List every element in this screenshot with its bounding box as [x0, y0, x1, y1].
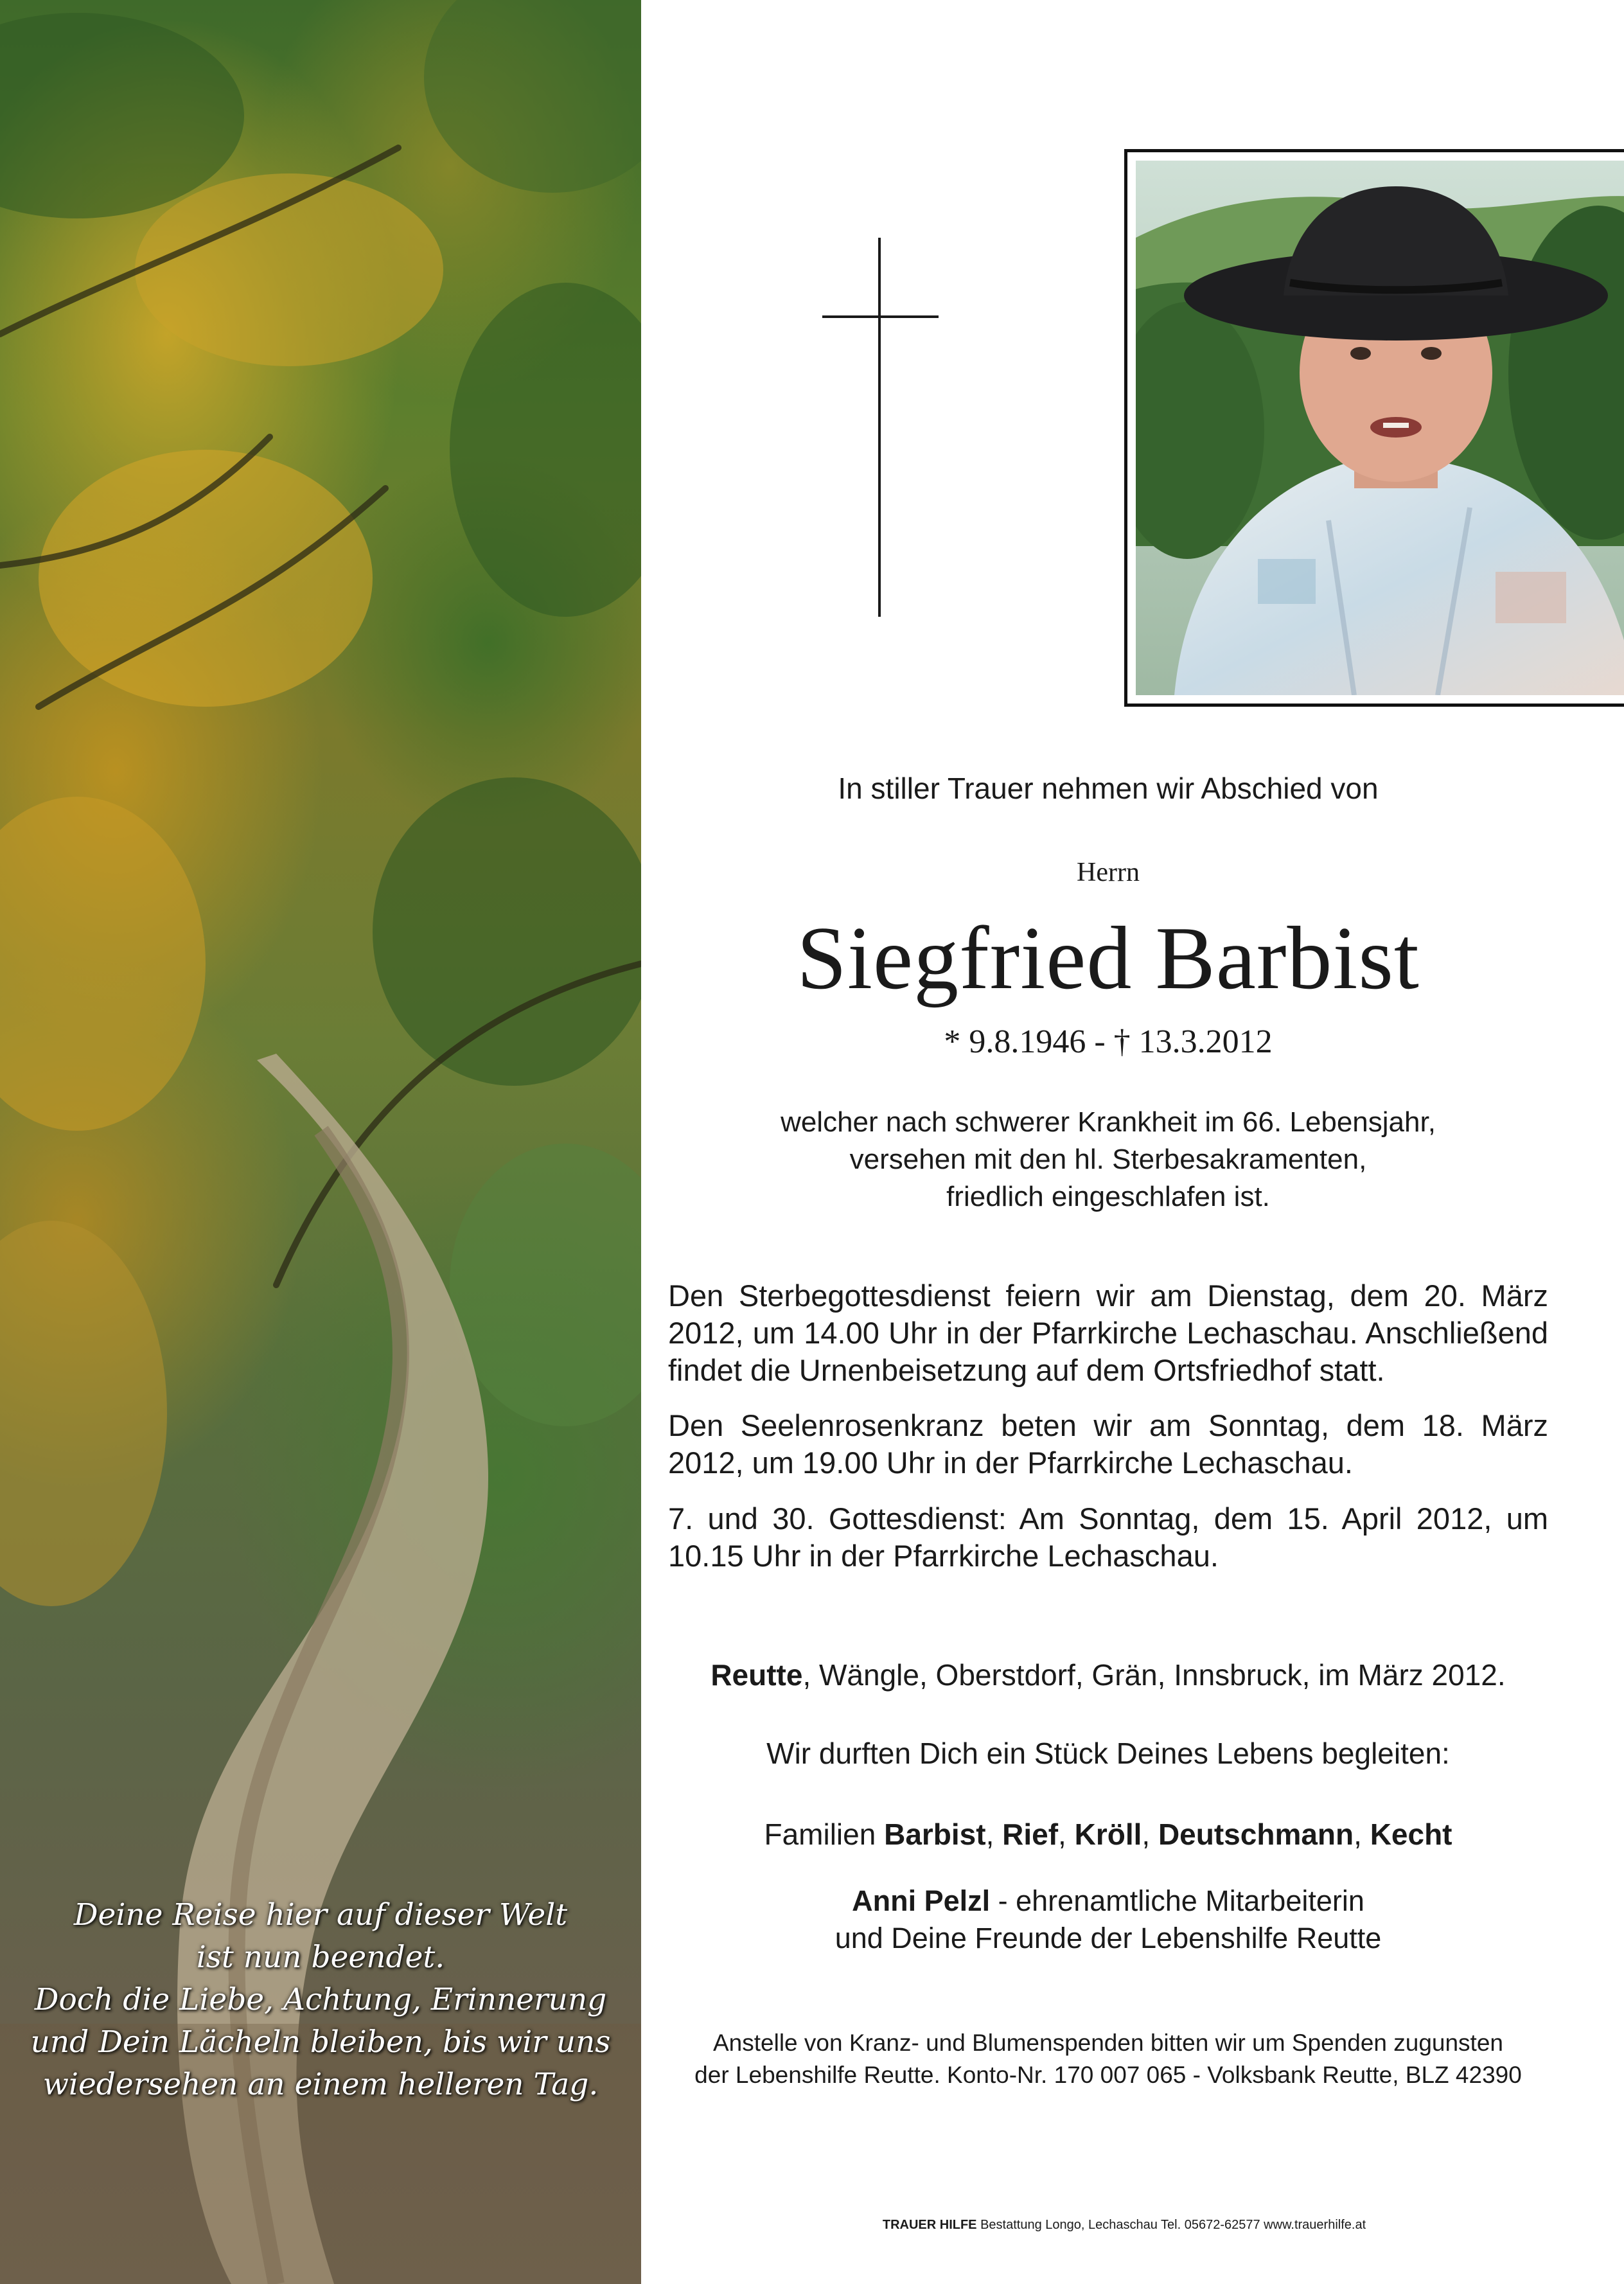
- poem-line: und Dein Lächeln bleiben, bis wir uns: [30, 2024, 611, 2060]
- footer-text: Bestattung Longo, Lechaschau Tel. 05672-62577 www.trauerhilfe.at: [976, 2218, 1366, 2232]
- poem-line: wiedersehen an einem helleren Tag.: [42, 2067, 599, 2102]
- family-name: Kröll: [1074, 1818, 1142, 1851]
- memorial-mass-text: 7. und 30. Gottesdienst: Am Sonntag, dem 15. April 2012, um 10.15 Uhr in der Pfarrkirche Lechaschau.: [668, 1501, 1548, 1573]
- intro-line: In stiller Trauer nehmen wir Abschied von: [838, 772, 1379, 805]
- poem-line: Deine Reise hier auf dieser Welt: [73, 1897, 568, 1933]
- forest-path-photo: [0, 0, 641, 2284]
- places-rest: , Wängle, Oberstdorf, Grän, Innsbruck, im März 2012.: [802, 1658, 1506, 1692]
- anni-line: [655, 1882, 1561, 1920]
- family-separator: ,: [1354, 1818, 1370, 1851]
- family-separator: ,: [985, 1818, 1003, 1851]
- footer-credit: [707, 2218, 1542, 2233]
- family-name: Rief: [1002, 1818, 1059, 1851]
- poem-line: Doch die Liebe, Achtung, Erinnerung: [34, 1982, 607, 2017]
- portrait-photo: [1136, 161, 1624, 695]
- life-dates: * 9.8.1946 - † 13.3.2012: [944, 1023, 1273, 1060]
- family-name: Kecht: [1370, 1818, 1452, 1851]
- funeral-service-text: Den Sterbegottesdienst feiern wir am Dienstag, dem 20. März 2012, um 14.00 Uhr in der Pfarrkirche Lechaschau. Anschließend findet die Urnenbeisetzung auf dem Ortsfriedhof statt.: [668, 1279, 1548, 1387]
- family-separator: ,: [1058, 1818, 1075, 1851]
- deceased-name: Siegfried Barbist: [797, 908, 1420, 1008]
- memorial-poem: [0, 1894, 641, 2106]
- passing-line: friedlich eingeschlafen ist.: [946, 1181, 1270, 1212]
- anni-role: - ehrenamtliche Mitarbeiterin: [990, 1884, 1364, 1917]
- families-line: [655, 1817, 1561, 1852]
- passing-line: versehen mit den hl. Sterbesakramenten,: [849, 1144, 1367, 1175]
- portrait-illustration: [1136, 161, 1624, 695]
- family-separator: ,: [1142, 1818, 1158, 1851]
- cross-horizontal-bar: [822, 315, 939, 318]
- passing-paragraph: [655, 1104, 1561, 1216]
- family-name: Deutschmann: [1158, 1818, 1354, 1851]
- cross-vertical-bar: [878, 238, 881, 617]
- rosary-text: Den Seelenrosenkranz beten wir am Sonntag, dem 18. März 2012, um 19.00 Uhr in der Pfarrkirche Lechaschau.: [668, 1408, 1548, 1480]
- salutation: Herrn: [1077, 858, 1140, 887]
- donation-line: Anstelle von Kranz- und Blumenspenden bitten wir um Spenden zugunsten: [713, 2030, 1503, 2056]
- poem-line: ist nun beendet.: [196, 1940, 445, 1975]
- portrait-frame: [1124, 149, 1624, 707]
- accompany-line: Wir durften Dich ein Stück Deines Lebens begleiten:: [766, 1737, 1450, 1770]
- anni-name: Anni Pelzl: [852, 1884, 991, 1917]
- passing-line: welcher nach schwerer Krankheit im 66. Lebensjahr,: [781, 1106, 1436, 1138]
- friends-line: und Deine Freunde der Lebenshilfe Reutte: [834, 1922, 1382, 1954]
- families-prefix: Familien: [764, 1818, 885, 1851]
- place-bold: Reutte: [710, 1658, 803, 1692]
- donation-line: der Lebenshilfe Reutte. Konto-Nr. 170 007 065 - Volksbank Reutte, BLZ 42390: [694, 2062, 1522, 2088]
- family-name: Barbist: [884, 1818, 986, 1851]
- footer-brand: TRAUER HILFE: [882, 2218, 977, 2232]
- donation-note: [655, 2027, 1561, 2091]
- anni-block: [655, 1882, 1561, 1957]
- places-line: [655, 1658, 1561, 1692]
